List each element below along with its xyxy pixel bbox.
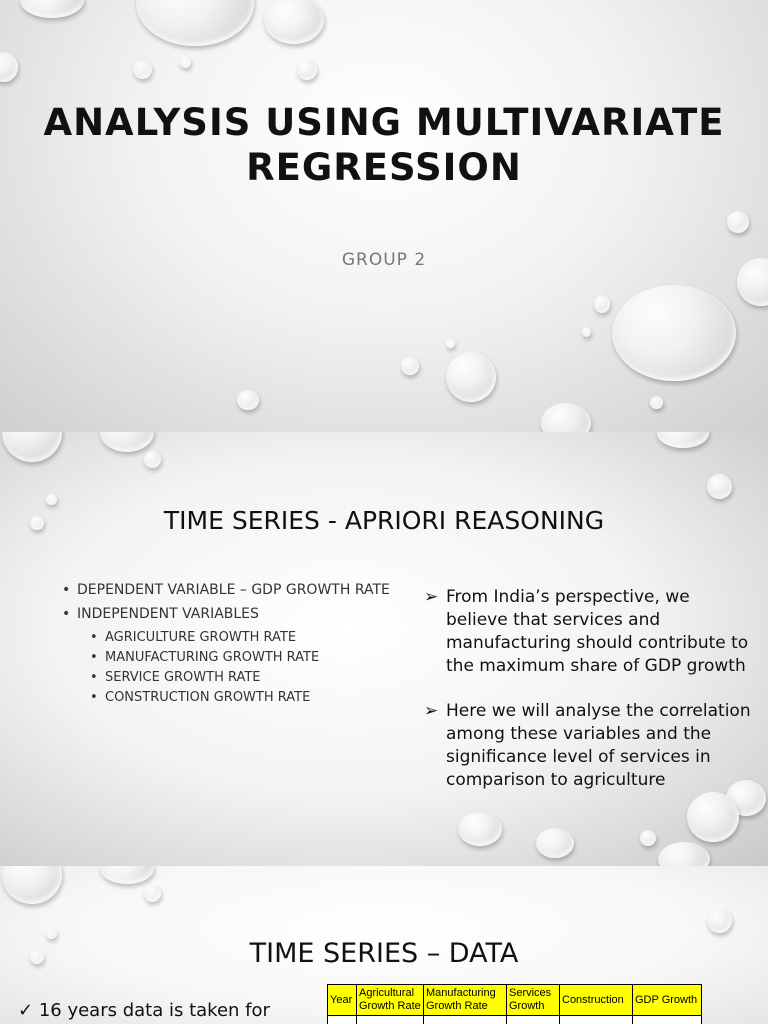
slide-title-heading: ANALYSIS USING MULTIVARIATE REGRESSION	[43, 101, 725, 189]
slide-title	[0, 0, 768, 432]
slide-heading: TIME SERIES – DATA	[249, 938, 519, 969]
arrow-bullet-icon: ➢	[424, 701, 439, 721]
reasoning-list	[424, 586, 754, 814]
water-drop	[237, 390, 259, 410]
reasoning-text: From India’s perspective, we believe that services and manufacturing should contribute to the maximum share of GDP growth	[446, 587, 749, 676]
checklist-text: 16 years data is taken for	[38, 1000, 270, 1021]
water-drop	[144, 451, 161, 468]
water-drop	[100, 432, 154, 452]
water-drop	[582, 327, 591, 337]
slide-subtitle: GROUP 2	[341, 250, 427, 270]
water-drop	[0, 52, 18, 82]
water-drop	[640, 830, 656, 846]
table-row	[328, 1016, 702, 1024]
list-item: • INDEPENDENT VARIABLES	[62, 606, 442, 622]
water-drop	[707, 474, 732, 499]
water-drop	[401, 357, 419, 375]
water-drop	[612, 285, 736, 381]
data-table	[327, 984, 702, 1024]
sub-list-item: • SERVICE GROWTH RATE	[90, 670, 442, 685]
water-drop	[2, 866, 62, 904]
water-drop	[264, 0, 324, 44]
table-header-cell: Year	[328, 985, 357, 1016]
table-header-cell: Services Growth	[507, 985, 560, 1016]
water-drop	[658, 842, 710, 866]
water-drop	[133, 60, 152, 79]
table-header-cell: GDP Growth	[633, 985, 702, 1016]
slide-time-series-data	[0, 866, 768, 1024]
sub-list-item: • MANUFACTURING GROWTH RATE	[90, 650, 442, 665]
table-header-cell: Agricultural Growth Rate	[357, 985, 424, 1016]
reasoning-text: Here we will analyse the correlation among these variables and the significance level of services in comparison to agriculture	[446, 701, 751, 790]
water-drop	[657, 432, 709, 448]
water-drop	[100, 866, 154, 884]
water-drop	[541, 403, 591, 432]
water-drop	[458, 812, 502, 846]
water-drop	[144, 885, 161, 902]
water-drop	[727, 211, 749, 233]
water-drop	[2, 432, 62, 462]
sub-list-item: • AGRICULTURE GROWTH RATE	[90, 630, 442, 645]
slide-apriori-reasoning	[0, 432, 768, 866]
water-drop	[707, 908, 732, 933]
checkmark-icon: ✓	[18, 1000, 34, 1021]
water-drop	[180, 56, 191, 68]
table-header-cell: Construction	[560, 985, 633, 1016]
list-item: • DEPENDENT VARIABLE – GDP GROWTH RATE	[62, 582, 442, 598]
water-drop	[650, 396, 663, 409]
water-drop	[536, 828, 574, 858]
table-header-cell: Manufacturing Growth Rate	[424, 985, 507, 1016]
water-drop	[594, 295, 610, 313]
checklist-item	[18, 1000, 270, 1021]
variables-list	[62, 582, 442, 710]
water-drop	[20, 0, 84, 18]
reasoning-item	[424, 586, 754, 678]
water-drop	[46, 494, 57, 505]
arrow-bullet-icon: ➢	[424, 587, 439, 607]
table-header-row	[328, 985, 702, 1016]
water-drop	[446, 339, 455, 348]
water-drop	[446, 352, 496, 402]
sub-list-item: • CONSTRUCTION GROWTH RATE	[90, 690, 442, 705]
water-drop	[136, 0, 254, 46]
water-drop	[297, 60, 317, 80]
slide-heading: TIME SERIES - APRIORI REASONING	[163, 506, 605, 535]
reasoning-item	[424, 700, 754, 792]
